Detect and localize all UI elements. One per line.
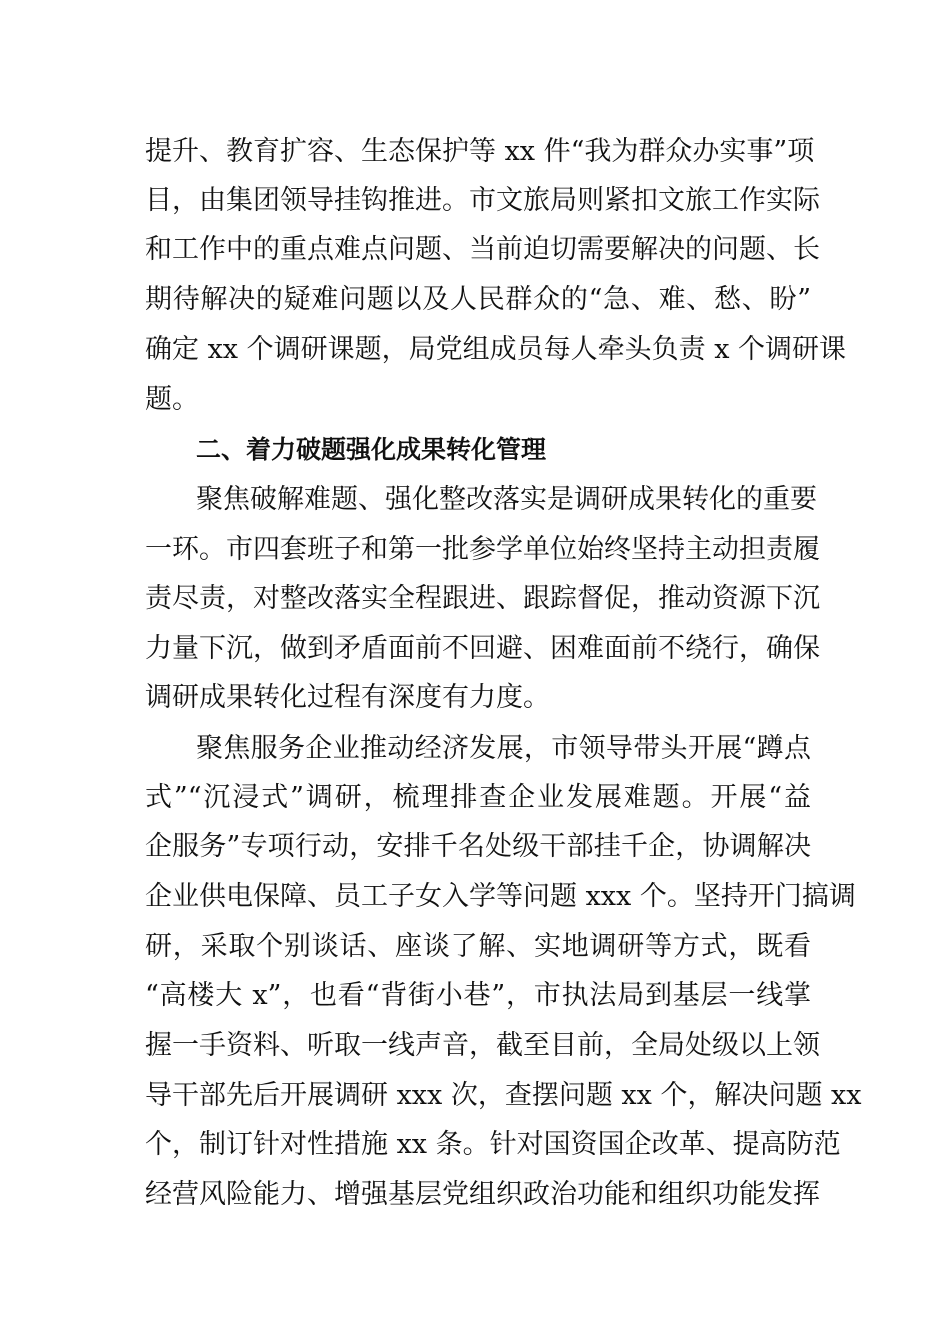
text-line: 研，采取个别谈话、座谈了解、实地调研等方式，既看 [145,931,811,962]
text-line: 式”“沉浸式”调研，梳理排查企业发展难题。开展“益 [145,782,811,813]
text-line: 握一手资料、听取一线声音，截至目前，全局处级以上领 [145,1030,820,1061]
text-line: 聚焦破解难题、强化整改落实是调研成果转化的重要 [196,484,817,515]
section-heading: 二、着力破题强化成果转化管理 [196,435,547,464]
text-line: 和工作中的重点难点问题、当前迫切需要解决的问题、长 [145,234,820,265]
text-line: 企业供电保障、员工子女入学等问题 xxx 个。坚持开门搞调 [145,881,856,912]
text-line: 期待解决的疑难问题以及人民群众的“急、难、愁、盼” [145,284,811,315]
text-line: “高楼大 x”，也看“背街小巷”，市执法局到基层一线掌 [145,980,811,1011]
text-line: 目，由集团领导挂钩推进。市文旅局则紧扣文旅工作实际 [145,185,820,216]
text-line: 企服务”专项行动，安排千名处级干部挂千企，协调解决 [145,831,811,862]
text-line: 确定 xx 个调研课题，局党组成员每人牵头负责 x 个调研课 [145,334,847,365]
text-line: 调研成果转化过程有深度有力度。 [145,682,550,713]
text-line: 一环。市四套班子和第一批参学单位始终坚持主动担责履 [145,534,820,565]
text-line: 聚焦服务企业推动经济发展，市领导带头开展“蹲点 [196,733,811,764]
text-line: 责尽责，对整改落实全程跟进、跟踪督促，推动资源下沉 [145,583,820,614]
text-line: 个，制订针对性措施 xx 条。针对国资国企改革、提高防范 [145,1129,841,1160]
text-line: 题。 [145,384,199,415]
text-line: 导干部先后开展调研 xxx 次，查摆问题 xx 个，解决问题 xx [145,1080,862,1111]
text-line: 提升、教育扩容、生态保护等 xx 件“我为群众办实事”项 [145,136,815,167]
text-line: 经营风险能力、增强基层党组织政治功能和组织功能发挥 [145,1179,820,1210]
text-line: 力量下沉，做到矛盾面前不回避、困难面前不绕行，确保 [145,633,820,664]
